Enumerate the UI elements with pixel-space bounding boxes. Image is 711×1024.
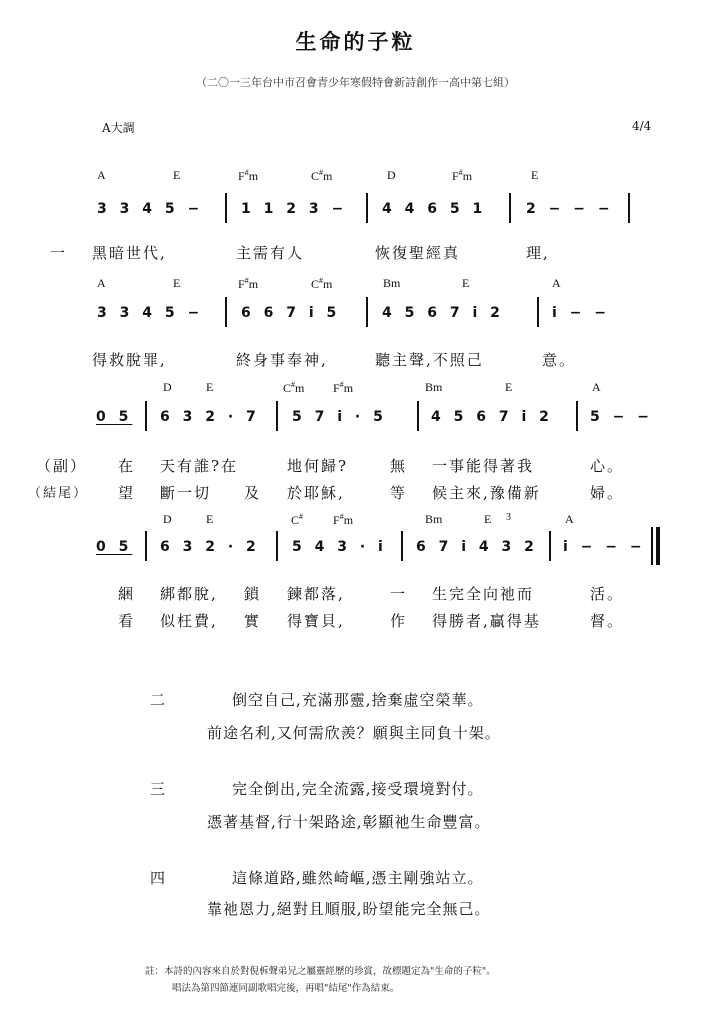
barline [509,193,511,223]
measure: 5 − − [590,409,653,425]
lyric: 在 [118,457,136,475]
chord: F#m [452,168,473,183]
barline [366,193,368,223]
verse-number: 四 [150,869,167,887]
chord: E [462,276,470,290]
lyric: 一 [390,585,408,603]
lyric: 作 [390,612,408,630]
verse-number: 三 [150,780,167,798]
lyric: 生完全向祂而 [432,585,535,603]
lyric: 鍊都落, [287,585,345,603]
chord: A [97,168,106,182]
chord: E [173,168,181,182]
barline [225,193,227,223]
barline [276,531,278,561]
barline [276,401,278,431]
measure: i − − [552,305,611,321]
lyric: 實 [244,612,262,630]
chord: E [531,168,539,182]
lyric: 綑 [118,585,136,603]
chord: A [552,276,561,290]
time-signature: 4/4 [632,119,652,133]
section-label-chorus: （副） [36,457,88,475]
chord: C# [291,512,304,527]
chord: D [163,380,172,394]
chord: C#m [283,380,305,395]
measure: 0 5 [96,409,133,425]
key-signature: A大調 [102,121,135,135]
lyric: 得救脫罪, [92,351,167,369]
lyric: 恢復聖經真 [375,244,461,262]
chord: C#m [311,276,333,291]
lyric: 心。 [590,457,625,475]
chord: A [97,276,106,290]
measure: 2 − − − [526,201,614,217]
lyric: 活。 [590,585,625,603]
verse-line: 倒空自己,充滿那靈,捨棄虛空榮華。 [232,691,484,709]
measure: 3 3 4 5 − [97,305,204,321]
chord: D [163,512,172,526]
chord: E [484,512,492,526]
chord: A [565,512,574,526]
chord: E [505,380,513,394]
barline [417,401,419,431]
chord: Bm [425,512,443,526]
lyric: 無 [390,457,408,475]
barline [537,297,539,327]
measure: i − − − [563,539,646,555]
lyric: 看 [118,612,136,630]
verse-line: 靠祂恩力,絕對且順服,盼望能完全無己。 [207,900,491,918]
barline [366,297,368,327]
lyric: 婦。 [590,484,625,502]
chord: F#m [238,276,259,291]
verse-number: 二 [150,691,167,709]
section-label-ending: （結尾） [28,486,89,501]
lyric: 聽主聲,不照己 [375,351,484,369]
measure: 5 7 i · 5 [292,409,387,425]
chord: D [387,168,396,182]
measure: 0 5 [96,539,133,555]
lyric: 及 [244,484,262,502]
subtitle: （二〇一三年台中市召會青少年寒假特會新詩創作一高中第七組） [196,76,515,89]
final-barline-thick [656,527,660,565]
barline [549,531,551,561]
barline [145,401,147,431]
triplet-mark: 3 [506,512,511,523]
verse-line: 憑著基督,行十架路途,彰顯祂生命豐富。 [207,813,491,831]
final-barline-thin [651,527,653,565]
lyric: 候主來,豫備新 [432,484,541,502]
lyric: 得勝者,贏得基 [432,612,541,630]
lyric: 主需有人 [236,244,305,262]
chord: E [206,512,214,526]
lyric: 斷一切 [160,484,212,502]
lyric: 綁都脫, [160,585,218,603]
song-title: 生命的子粒 [295,30,416,54]
measure: 1 1 2 3 − [241,201,348,217]
measure: 4 5 6 7 i 2 [431,409,553,425]
lyric: 黑暗世代, [92,244,167,262]
lyric: 終身事奉神, [236,351,328,369]
measure: 6 3 2 · 7 [160,409,260,425]
footnote: 唱法為第四節連同副歌唱完後，再唱"結尾"作為結束。 [172,983,400,994]
measure: 6 6 7 i 5 [241,305,341,321]
lyric: 得寶貝, [287,612,345,630]
barline [401,531,403,561]
verse-line: 完全倒出,完全流露,接受環境對付。 [232,780,484,798]
verse-line: 這條道路,雖然崎嶇,憑主剛強站立。 [232,869,484,887]
measure: 4 5 6 7 i 2 [382,305,504,321]
measure: 3 3 4 5 − [97,201,204,217]
chord: F#m [333,512,354,527]
verse-line: 前途名利,又何需欣羨？願與主同負十架。 [207,724,501,742]
barline [628,193,630,223]
chord: E [206,380,214,394]
measure: 6 7 i 4 3 2 [416,539,538,555]
measure: 4 4 6 5 1 [382,201,487,217]
lyric: 一事能得著我 [432,457,535,475]
barline [576,401,578,431]
lyric: 於耶穌, [287,484,345,502]
footnote: 註：本詩的內容來自於對倪柝聲弟兄之屬靈經歷的珍賞，故標題定為"生命的子粒"。 [145,966,496,977]
lyric: 督。 [590,612,625,630]
measure: 5 4 3 · i [292,539,387,555]
chord: Bm [383,276,401,290]
lyric: 望 [118,484,136,502]
barline [225,297,227,327]
lyric: 等 [390,484,408,502]
chord: A [592,380,601,394]
chord: F#m [333,380,354,395]
measure: 6 3 2 · 2 [160,539,260,555]
verse-label: 一 [50,244,68,262]
lyric: 天有誰?在 [160,457,239,475]
lyric: 理, [526,244,550,262]
lyric: 似枉費, [160,612,218,630]
lyric: 鎖 [244,585,262,603]
chord: C#m [311,168,333,183]
chord: Bm [425,380,443,394]
barline [145,531,147,561]
chord: F#m [238,168,259,183]
chord: E [173,276,181,290]
lyric: 意。 [542,351,577,369]
lyric: 地何歸? [287,457,349,475]
